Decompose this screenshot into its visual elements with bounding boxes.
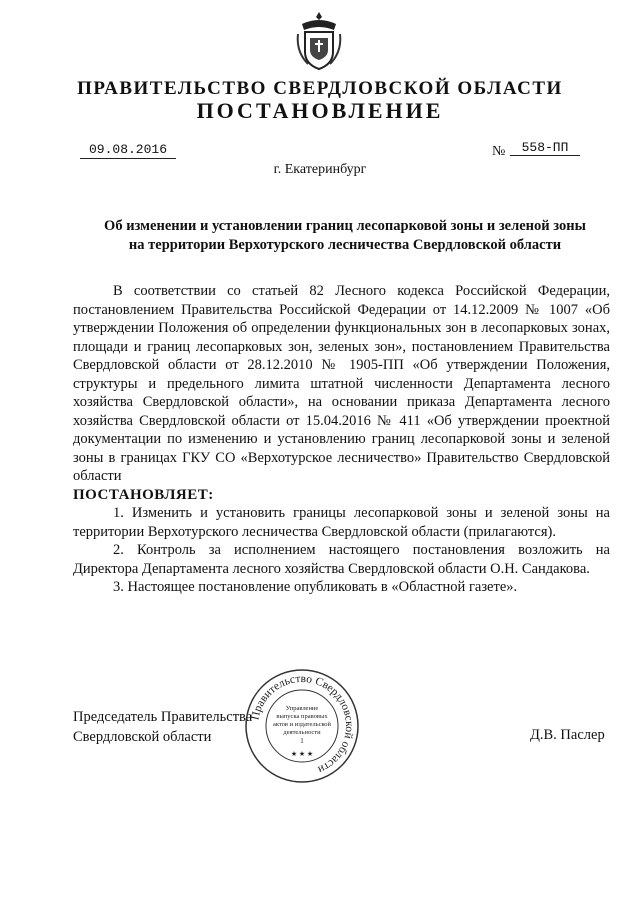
clause-1: 1. Изменить и установить границы лесопарковой зоны и зеленой зоны на территории Верхотурского лесничества Свердловской области (прилагаются). — [73, 505, 610, 540]
decree-heading: ПОСТАНОВЛЯЕТ: — [73, 486, 214, 503]
clause-3: 3. Настоящее постановление опубликовать в «Областной газете». — [113, 579, 518, 595]
stamp-stars: ★ ★ ★ — [290, 750, 314, 758]
stamp-line-3: актов и издательской — [272, 721, 332, 728]
title-line-2: на территории Верхотурского лесничества Свердловской области — [128, 237, 562, 253]
signer-position-line-1: Председатель Правительства — [73, 709, 253, 725]
stamp-outer-text: Правительство Свердловской области — [249, 672, 356, 776]
official-stamp — [244, 668, 360, 784]
signer-position-line-2: Свердловской области — [73, 729, 212, 745]
signer-position — [73, 707, 252, 747]
clause-2: 2. Контроль за исполнением настоящего постановления возложить на Директора Департамента лесного хозяйства Свердловской области О.Н. Сандакова. — [73, 542, 610, 577]
title-line-1: Об изменении и установлении границ лесопарковой зоны и зеленой зоны — [104, 218, 586, 234]
city: г. Екатеринбург — [273, 162, 367, 177]
document-number: 558-ПП — [510, 140, 580, 156]
stamp-seal-icon — [244, 668, 360, 784]
document-date: 09.08.2016 — [80, 142, 176, 159]
stamp-line-4: деятельности — [283, 729, 321, 736]
signer-name: Д.В. Паслер — [530, 727, 605, 743]
stamp-number: 1 — [300, 737, 304, 745]
stamp-line-2: выпуска правовых — [276, 713, 328, 720]
coat-of-arms-icon — [296, 10, 342, 72]
document-type: ПОСТАНОВЛЕНИЕ — [196, 98, 444, 123]
document-title — [80, 217, 610, 255]
document-body — [73, 282, 610, 597]
preamble-paragraph: В соответствии со статьей 82 Лесного кодекса Российской Федерации, постановлением Правительства Российской Федерации от 14.12.2009 № 1007 «Об утверждении Положения об определении функциональных зон в лесопарковых зонах, площади и границ лесопарковых зон, зеленых зон», постановлением Правительства Свердловской области от 28.12.2010 № 1905-ПП «Об утверждении Положения, структуры и предельного лимита штатной численности Департамента лесного хозяйства Свердловской области», на основании приказа Департамента лесного хозяйства Свердловской области от 15.04.2016 № 411 «Об утверждении проектной документации по изменению и установлению границ лесопарковой зоны и зеленой зоны в границах ГКУ СО «Верхотурское лесничество» Правительство Свердловской области — [73, 283, 610, 484]
stamp-line-1: Управление — [285, 705, 319, 712]
government-name: ПРАВИТЕЛЬСТВО СВЕРДЛОВСКОЙ ОБЛАСТИ — [77, 78, 563, 99]
number-sign: № — [492, 144, 506, 159]
